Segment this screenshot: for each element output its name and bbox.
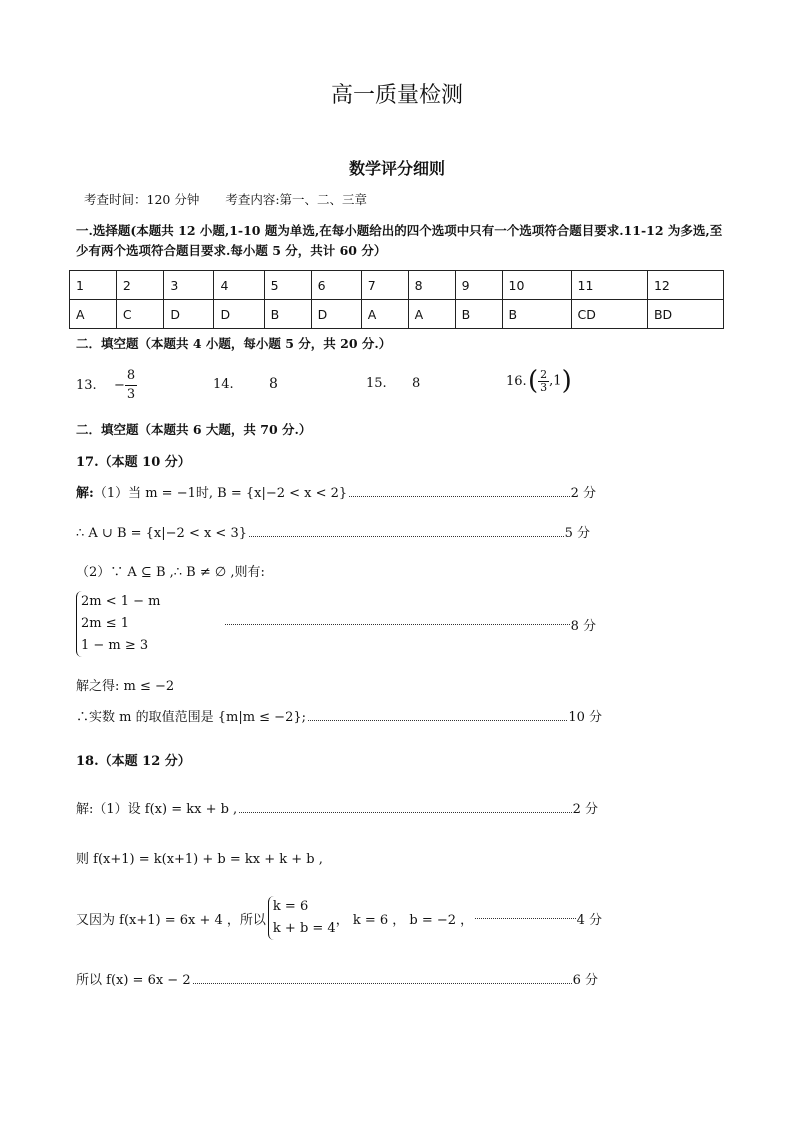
- answer-cell: B: [455, 300, 502, 329]
- table-row: [70, 271, 724, 300]
- q18-line4: [76, 969, 598, 988]
- q13-number: 13.: [76, 378, 97, 393]
- section2-heading: 二．填空题（本题共 4 小题，每小题 5 分，共 20 分.）: [76, 336, 392, 351]
- q17-line2: [76, 522, 590, 541]
- question-number: 6: [311, 271, 361, 300]
- q14-value: 8: [269, 376, 278, 392]
- q18-line3: [76, 896, 602, 940]
- q17-line6: [76, 706, 602, 725]
- answer-cell: CD: [571, 300, 647, 329]
- q16-denominator: 3: [540, 380, 548, 394]
- question-number: 4: [214, 271, 264, 300]
- answer-cell: B: [264, 300, 311, 329]
- dot-leader: [249, 536, 564, 537]
- q17-solution-label: 解:: [76, 486, 94, 501]
- dot-leader: [225, 624, 570, 625]
- question-number: 3: [164, 271, 214, 300]
- q18-line3-score: 4 分: [576, 912, 602, 928]
- q17-line1: [76, 482, 596, 501]
- exam-time: 考查时间：120 分钟: [84, 192, 200, 207]
- q18-heading: 18.（本题 12 分）: [76, 754, 191, 769]
- question-number: 10: [502, 271, 571, 300]
- q13-answer: [76, 367, 137, 404]
- answer-cell: A: [408, 300, 455, 329]
- q17-system-score: 8 分: [570, 618, 596, 634]
- q18-line3-pre: 又因为 f(x+1) = 6x + 4 ，所以: [76, 912, 266, 928]
- section3-heading: 二．填空题（本题共 6 大题，共 70 分.）: [76, 422, 312, 437]
- q16-open-paren: (: [528, 366, 539, 396]
- q18-line4-text: 所以 f(x) = 6x − 2: [76, 973, 191, 988]
- q17-line6-score: 10 分: [568, 710, 602, 725]
- q17-system-row: [76, 591, 596, 657]
- q17-inequality-system: [76, 591, 161, 657]
- question-number: 9: [455, 271, 502, 300]
- q18-line3-post: ， k = 6 ， b = −2 ，: [335, 912, 474, 928]
- question-number: 2: [116, 271, 163, 300]
- dot-leader: [475, 918, 575, 919]
- question-number: 8: [408, 271, 455, 300]
- answer-table: [69, 270, 724, 329]
- question-number: 11: [571, 271, 647, 300]
- q17-heading: 17.（本题 10 分）: [76, 455, 191, 470]
- question-number: 12: [647, 271, 723, 300]
- q18-equation-system: [268, 896, 336, 940]
- q16-rest: ,1: [549, 373, 562, 389]
- q17-line6-text: ∴实数 m 的取值范围是 {m|m ≤ −2};: [76, 710, 307, 725]
- q17-line3: （2）∵ A ⊆ B ,∴ B ≠ ∅ ,则有:: [76, 565, 265, 580]
- q17-ineq-1: 2m < 1 − m: [81, 594, 161, 609]
- q16-close-paren: ): [561, 366, 572, 396]
- answer-cell: A: [70, 300, 117, 329]
- dot-leader: [349, 496, 569, 497]
- answer-cell: D: [164, 300, 214, 329]
- q18-line2: 则 f(x+1) = k(x+1) + b = kx + k + b ,: [76, 852, 323, 867]
- dot-leader: [308, 720, 567, 721]
- exam-info: [84, 190, 367, 208]
- q13-sign: −: [114, 378, 125, 393]
- q16-fraction: [538, 369, 549, 394]
- q13-numerator: 8: [125, 367, 137, 386]
- q18-line1-score: 2 分: [572, 802, 598, 817]
- q17-line1-body: （1）当 m = −1时, B = {x|−2 < x < 2}: [93, 486, 348, 501]
- answer-cell: D: [214, 300, 264, 329]
- dot-leader: [193, 983, 572, 984]
- q15-number: 15.: [366, 376, 387, 391]
- q17-line2-score: 5 分: [564, 526, 590, 541]
- table-row: [70, 300, 724, 329]
- answer-cell: B: [502, 300, 571, 329]
- question-number: 5: [264, 271, 311, 300]
- q17-line2-text: ∴ A ∪ B = {x|−2 < x < 3}: [76, 526, 247, 541]
- q16-answer: [506, 366, 572, 396]
- question-number: 7: [361, 271, 408, 300]
- q18-line1-text: 解:（1）设 f(x) = kx + b ,: [76, 802, 238, 817]
- q18-eq-2: k + b = 4: [272, 921, 336, 936]
- q15-answer: [366, 376, 420, 391]
- q16-numerator: 2: [540, 367, 548, 381]
- q17-ineq-2: 2m ≤ 1: [81, 616, 130, 631]
- q15-value: 8: [412, 376, 421, 391]
- section1-heading: 一.选择题(本题共 12 小题,1-10 题为单选,在每小题给出的四个选项中只有一个选项符合题目要求.11-12 为多选,至少有两个选项符合题目要求.每小题 5 分，共计 60 分）: [76, 223, 723, 258]
- exam-content: 考查内容:第一、二、三章: [225, 192, 368, 207]
- q14-number: 14.: [213, 377, 234, 392]
- answer-cell: BD: [647, 300, 723, 329]
- q18-line1: [76, 798, 598, 817]
- q18-eq-1: k = 6: [272, 899, 309, 914]
- q13-denominator: 3: [126, 387, 136, 402]
- q13-fraction: [125, 367, 137, 404]
- page-subtitle: 数学评分细则: [348, 159, 445, 178]
- q17-line1-score: 2 分: [570, 486, 596, 501]
- question-number: 1: [70, 271, 117, 300]
- q16-number: 16.: [506, 373, 527, 389]
- q14-answer: [213, 376, 278, 392]
- answer-cell: D: [311, 300, 361, 329]
- q17-ineq-3: 1 − m ≥ 3: [81, 638, 149, 653]
- answer-cell: A: [361, 300, 408, 329]
- dot-leader: [239, 812, 571, 813]
- q18-line4-score: 6 分: [572, 973, 598, 988]
- page-title: 高一质量检测: [330, 83, 463, 108]
- q17-line5: 解之得: m ≤ −2: [76, 679, 175, 694]
- answer-cell: C: [116, 300, 163, 329]
- q17-line1-text: [76, 482, 347, 501]
